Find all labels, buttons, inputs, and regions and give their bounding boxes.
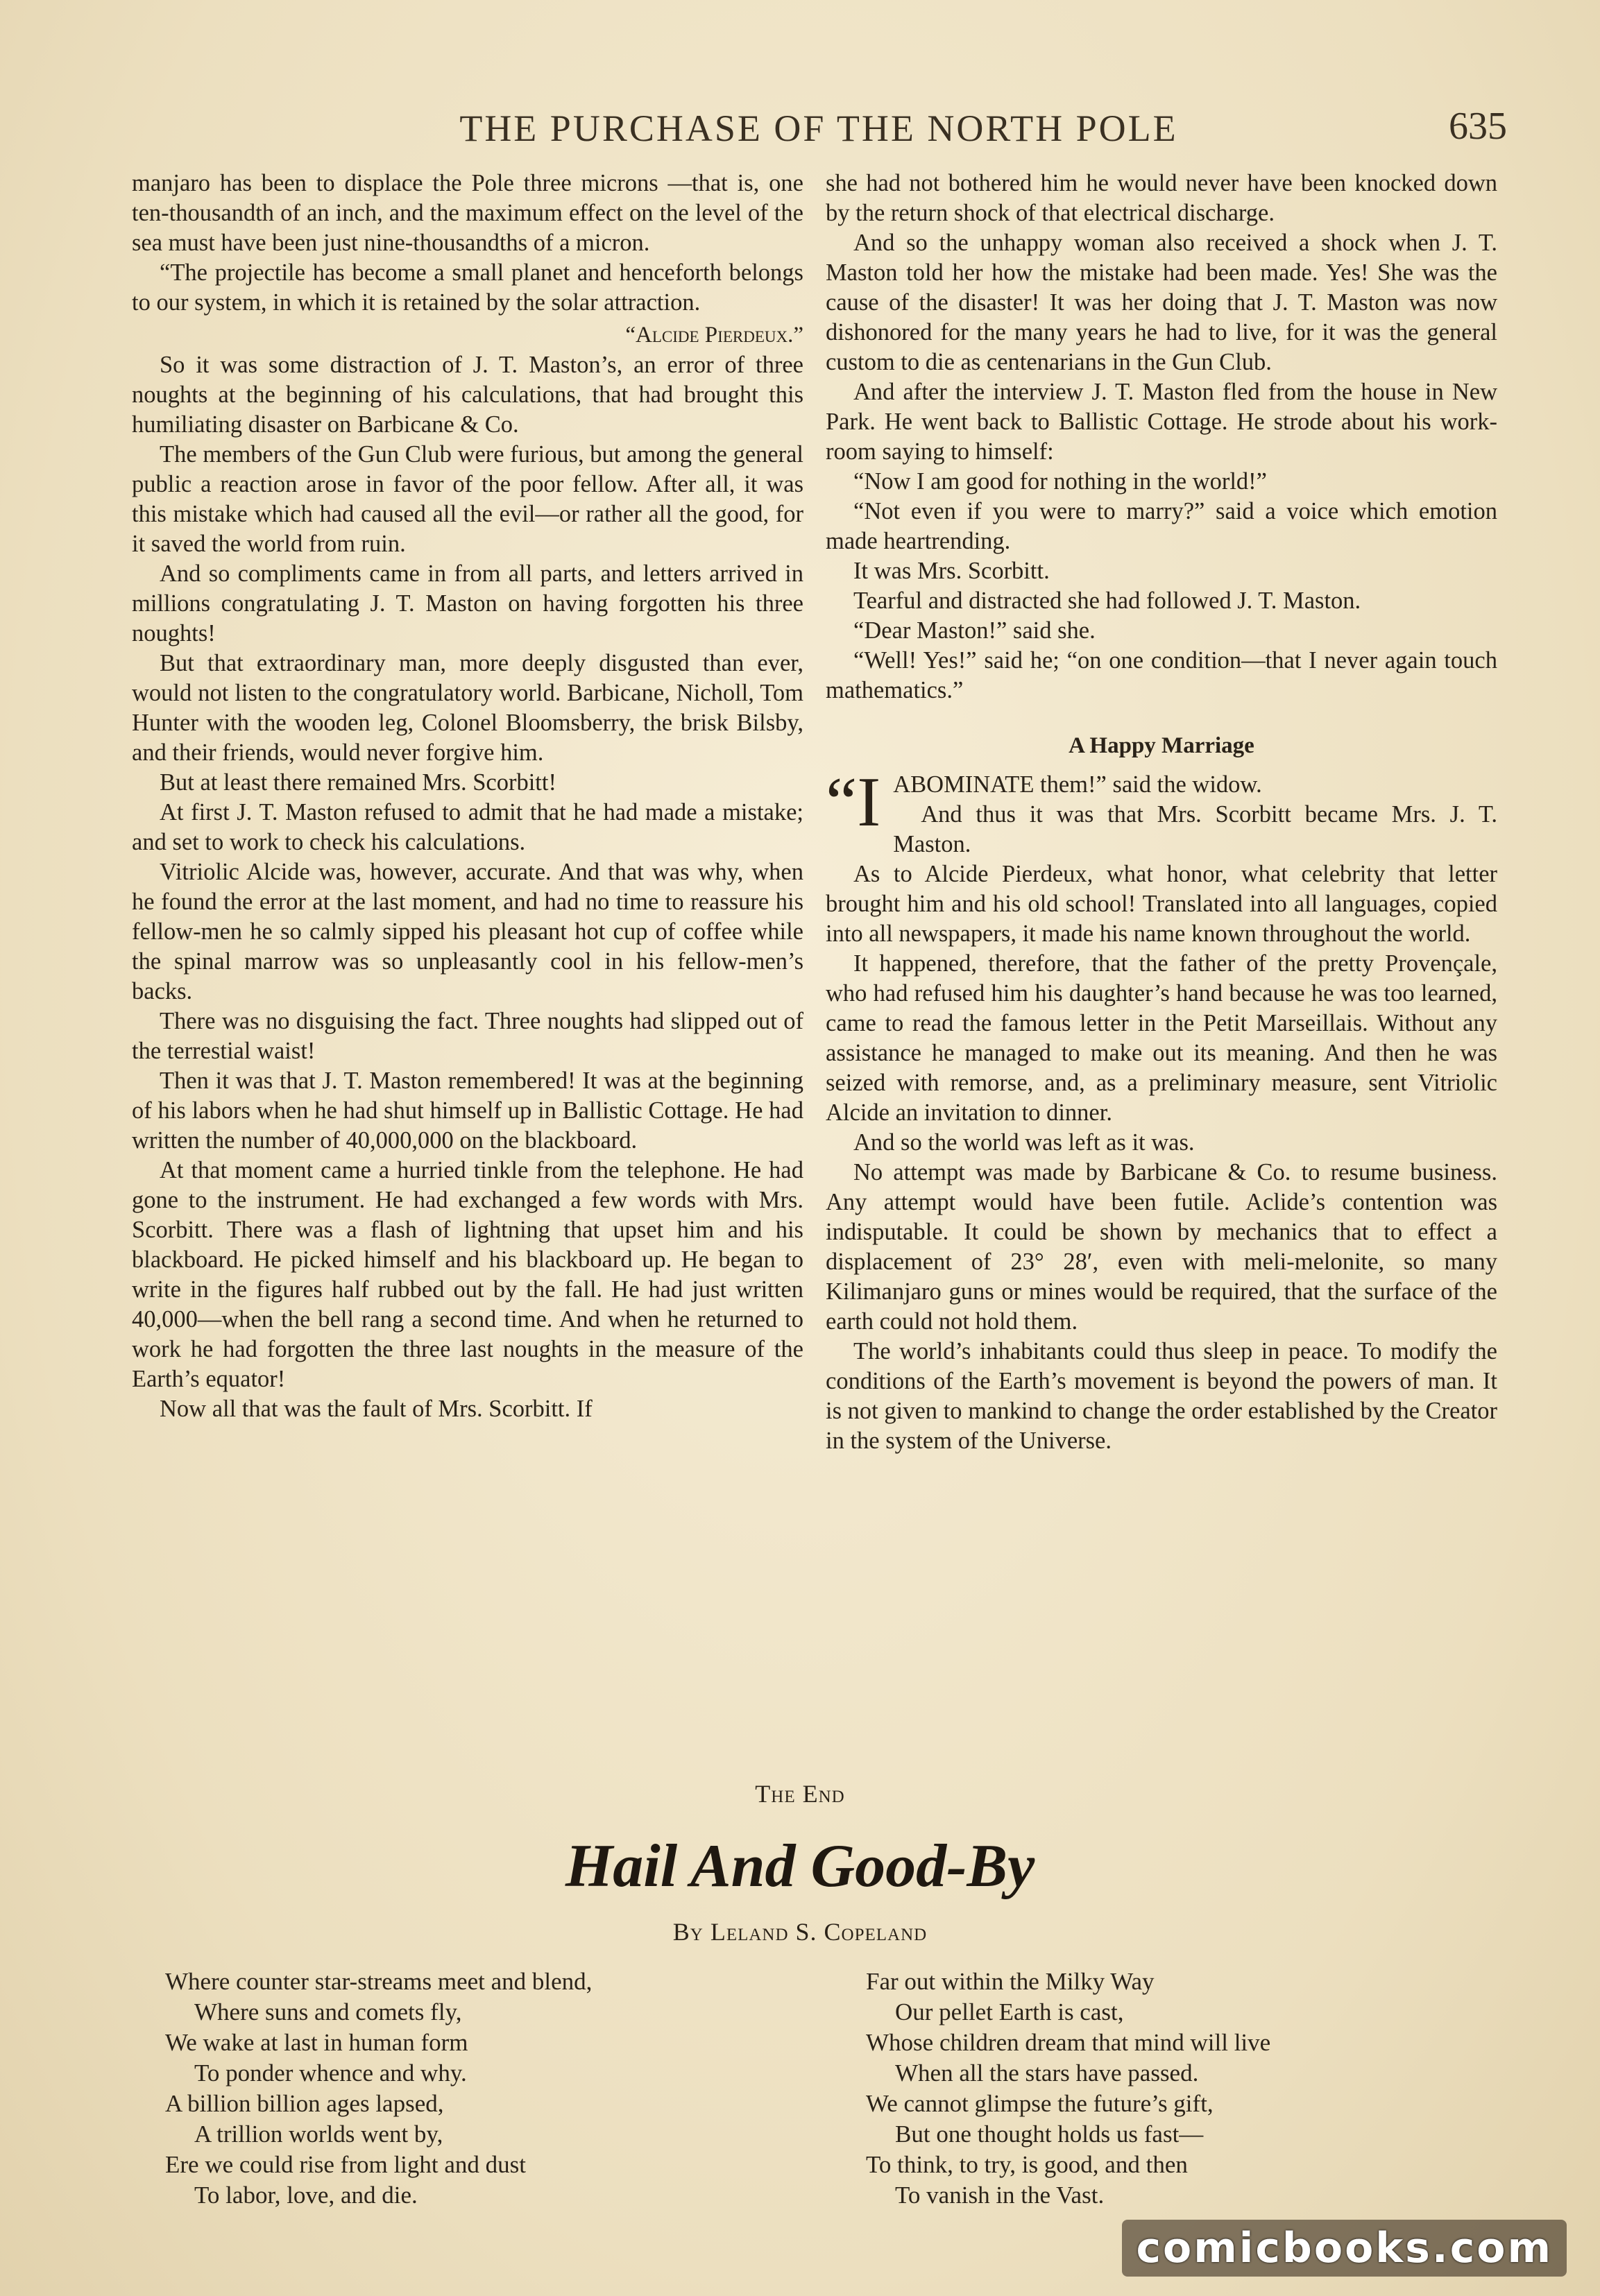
- paragraph: And so the world was left as it was.: [853, 1129, 1195, 1156]
- paragraph: manjaro has been to displace the Pole three microns —that is, one ten-thousandth of an inch, and the maximum effect on the level of the sea must have been just nine-thousandths of a micron.: [132, 170, 803, 256]
- paragraph: “The projectile has become a small planet and henceforth belongs to our system, in which it is retained by the solar attraction.: [132, 259, 803, 316]
- poem-line: A billion billion ages lapsed,: [165, 2090, 444, 2117]
- paragraph: As to Alcide Pierdeux, what honor, what celebrity that letter brought him and his old school! Translated into all languages, copied into all newspapers, it made his name known throughout the world.: [826, 861, 1497, 947]
- poem-line: To ponder whence and why.: [194, 2059, 467, 2087]
- dropcap-continuation: And thus it was that Mrs. Scorbitt became Mrs. J. T. Maston.: [893, 801, 1497, 857]
- poem-line: To vanish in the Vast.: [895, 2182, 1105, 2209]
- poem-line: Ere we could rise from light and dust: [165, 2151, 527, 2178]
- poem-line: Our pellet Earth is cast,: [895, 1998, 1124, 2025]
- poem-line: Where counter star-streams meet and blend,: [165, 1968, 593, 1995]
- drop-cap: “I: [826, 763, 881, 841]
- letter-signature: “Alcide Pierdeux.”: [625, 323, 803, 348]
- paragraph: The world’s inhabitants could thus sleep in peace. To modify the conditions of the Earth’s movement is beyond the powers of man. It is not given to mankind to change the order established by the Creator in the system of the Universe.: [826, 1338, 1497, 1454]
- paragraph: It was Mrs. Scorbitt.: [853, 558, 1050, 584]
- paragraph: And so the unhappy woman also received a shock when J. T. Maston told her how the mistake had been made. Yes! She was the cause of the disaster! It was her doing that J. T. Maston was now dishonored for the many years he had to live, for it was the general custom to die as centenarians in the Gun Club.: [826, 230, 1497, 375]
- paragraph: It happened, therefore, that the father of the pretty Provençale, who had refused him his daughter’s hand because he was too learned, came to read the famous letter in the Petit Marseillais. Without any assistance he managed to make out its meaning. And then he was seized with remorse, and, as a preliminary measure, sent Vitriolic Alcide an invitation to dinner.: [826, 950, 1497, 1126]
- page-number: 635: [1449, 105, 1507, 148]
- page-header: [0, 104, 1600, 160]
- poem-stanza-right: [866, 1967, 1546, 2211]
- paragraph: There was no disguising the fact. Three noughts had slipped out of the terrestial waist!: [132, 1008, 803, 1064]
- poem-line: When all the stars have passed.: [895, 2059, 1199, 2087]
- paragraph: Then it was that J. T. Maston remembered! It was at the beginning of his labors when he had shut himself up in Ballistic Cottage. He had written the number of 40,000,000 on the blackboard.: [132, 1068, 803, 1154]
- paragraph: Vitriolic Alcide was, however, accurate. And that was why, when he found the error at the last moment, and had no time to reassure his fellow-men he so calmly sipped his pleasant hot cup of coffee while the spinal marrow was so unpleasantly cool in his fellow-men’s backs.: [132, 859, 803, 1004]
- paragraph: No attempt was made by Barbicane & Co. to resume business. Any attempt would have been futile. Aclide’s contention was indisputable. It could be shown by mechanics that to effect a displacement of 23° 28′, even with meli-melonite, so many Kilimanjaro guns or mines would be required, that the surface of the earth could not hold them.: [826, 1159, 1497, 1335]
- paragraph: “Dear Maston!” said she.: [853, 617, 1096, 644]
- poem-title: Hail And Good-By: [565, 1833, 1035, 1900]
- paragraph: “Well! Yes!” said he; “on one condition—that I never again touch mathematics.”: [826, 647, 1497, 703]
- poem-line: To think, to try, is good, and then: [866, 2151, 1188, 2178]
- poem-line: We wake at last in human form: [165, 2029, 468, 2056]
- paragraph: And so compliments came in from all parts, and letters arrived in millions congratulating J. T. Maston on having forgotten his three noughts!: [132, 560, 803, 646]
- paragraph: she had not bothered him he would never have been knocked down by the return shock of that electrical discharge.: [826, 170, 1497, 226]
- paragraph: At that moment came a hurried tinkle from the telephone. He had gone to the instrument. He had exchanged a few words with Mrs. Scorbitt. There was a flash of lightning that upset him and his blackboard. He picked himself and his blackboard up. He began to write in the figures half rubbed out by the fall. He had just written 40,000—when the bell rang a second time. And when he returned to work he had forgotten the three last noughts in the measure of the Earth’s equator!: [132, 1157, 803, 1392]
- poem-line: We cannot glimpse the future’s gift,: [866, 2090, 1214, 2117]
- running-title: THE PURCHASE OF THE NORTH POLE: [459, 108, 1178, 149]
- poem-line: Whose children dream that mind will live: [866, 2029, 1271, 2056]
- dropcap-rest: ABOMINATE them!” said the widow.: [893, 771, 1262, 798]
- story-column-right: [826, 169, 1497, 1771]
- the-end: The End: [755, 1780, 845, 1808]
- paragraph: The members of the Gun Club were furious, but among the general public a reaction arose in favor of the poor fellow. After all, it was this mistake which had caused all the evil—or rather all the good, for it saved the world from ruin.: [132, 441, 803, 557]
- dropcap-paragraph: [826, 763, 1497, 859]
- poem-stanza-left: [165, 1967, 845, 2211]
- paragraph: Tearful and distracted she had followed J. T. Maston.: [853, 588, 1361, 614]
- section-heading: A Happy Marriage: [1069, 733, 1254, 758]
- paragraph: And after the interview J. T. Maston fled from the house in New Park. He went back to Ballistic Cottage. He strode about his work-room saying to himself:: [826, 379, 1497, 465]
- paragraph: “Now I am good for nothing in the world!”: [853, 468, 1267, 495]
- poem-line: To labor, love, and die.: [194, 2182, 418, 2209]
- paragraph: “Not even if you were to marry?” said a voice which emotion made heartrending.: [826, 498, 1497, 554]
- paragraph: But that extraordinary man, more deeply disgusted than ever, would not listen to the congratulatory world. Barbicane, Nicholl, Tom Hunter with the wooden leg, Colonel Bloomsberry, the brisk Bilsby, and their friends, would never forgive him.: [132, 650, 803, 766]
- paragraph: But at least there remained Mrs. Scorbitt!: [160, 769, 556, 796]
- poem-line: Where suns and comets fly,: [194, 1998, 462, 2025]
- poem-line: A trillion worlds went by,: [194, 2121, 443, 2148]
- paragraph: Now all that was the fault of Mrs. Scorbitt. If: [160, 1396, 593, 1422]
- story-column-left: [132, 169, 803, 1771]
- poem-line: Far out within the Milky Way: [866, 1968, 1155, 1995]
- paragraph: At first J. T. Maston refused to admit that he had made a mistake; and set to work to check his calculations.: [132, 799, 803, 855]
- poem-byline: By Leland S. Copeland: [672, 1918, 928, 1946]
- watermark-logo: comicbooks.com: [1122, 2220, 1567, 2277]
- poem-line: But one thought holds us fast—: [895, 2121, 1204, 2148]
- paragraph: So it was some distraction of J. T. Maston’s, an error of three noughts at the beginning of his calculations, that had brought this humiliating disaster on Barbicane & Co.: [132, 352, 803, 438]
